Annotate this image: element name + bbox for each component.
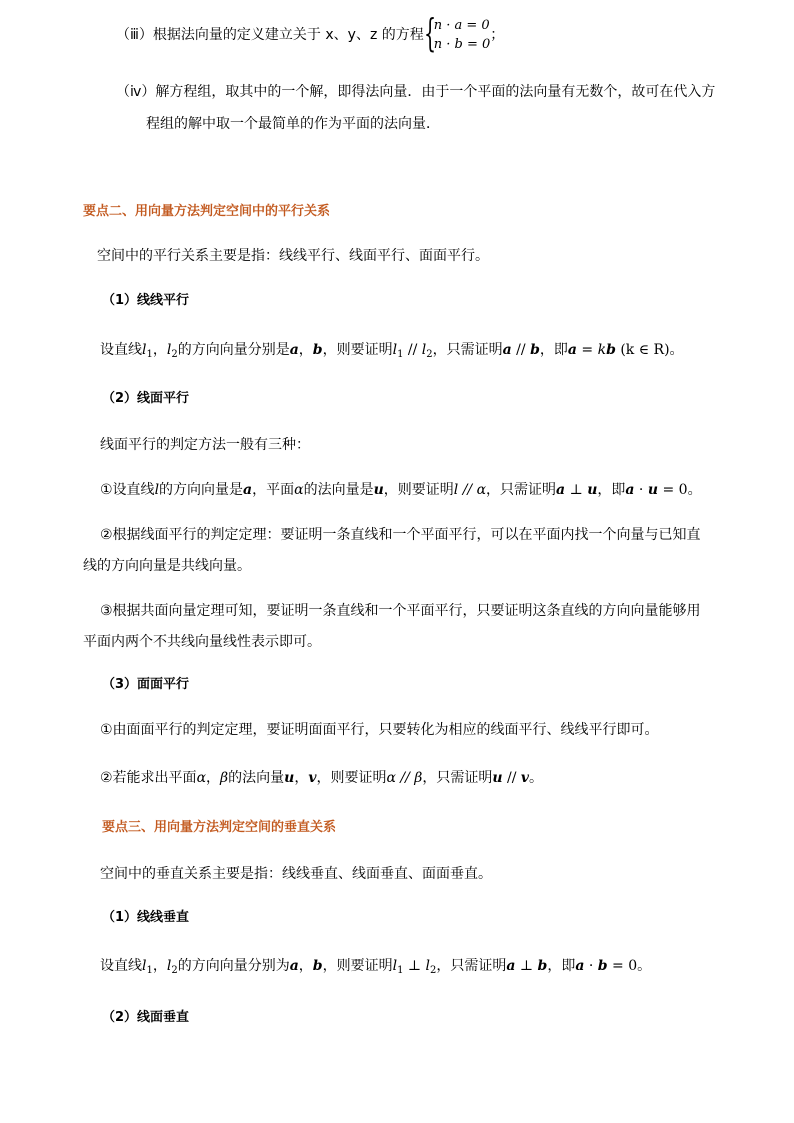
sub2-title: （2）线面平行 <box>102 391 190 406</box>
equation-system <box>423 11 491 55</box>
step4-line1: （ⅳ）解方程组，取其中的一个解，即得法向量．由于一个平面的法向量有无数个，故可在代入方 <box>116 84 716 100</box>
sub1-text: 设直线$l_1$，$l_2$的方向向量分别是a，b，则要证明$l_1 // l_2$，只需证明a // b，即a = kb (k ∈ R)。 <box>100 342 684 360</box>
step3-line: （ⅲ）根据法向量的定义建立关于 x、y、z 的方程 { n · a = 0 n · b = 0 ； <box>116 11 505 55</box>
equation-2: n · b = 0 <box>433 37 491 52</box>
sub2-method1: ①设直线l的方向向量是a，平面α的法向量是u，则要证明l // α，只需证明a ⊥ u，即a · u = 0。 <box>100 482 702 498</box>
s3-sub1-title: （1）线线垂直 <box>102 910 190 925</box>
sub3-title: （3）面面平行 <box>102 677 190 692</box>
sub2-method3-line1: ③根据共面向量定理可知，要证明一条直线和一个平面平行，只要证明这条直线的方向向量能够用 <box>100 603 701 619</box>
sub2-method2-line2: 线的方向向量是共线向量。 <box>83 558 251 574</box>
step4-line2: 程组的解中取一个最简单的作为平面的法向量． <box>146 116 440 132</box>
equation-1: n · a = 0 <box>433 18 490 33</box>
sub2-method2-line1: ②根据线面平行的判定定理：要证明一条直线和一个平面平行，可以在平面内找一个向量与已知直 <box>100 527 701 543</box>
section2-heading: 要点二、用向量方法判定空间中的平行关系 <box>83 204 331 219</box>
section3-heading: 要点三、用向量方法判定空间的垂直关系 <box>102 820 337 835</box>
sub3-method2: ②若能求出平面α，β的法向量u，v，则要证明α // β，只需证明u // v。 <box>100 770 544 786</box>
s3-sub1-text: 设直线$l_1$，$l_2$的方向向量分别为a，b，则要证明$l_1$ ⊥ $l_2$，只需证明a ⊥ b，即a · b = 0。 <box>100 958 652 976</box>
sub2-method3-line2: 平面内两个不共线向量线性表示即可。 <box>83 634 321 650</box>
section3-intro: 空间中的垂直关系主要是指：线线垂直、线面垂直、面面垂直。 <box>100 866 492 882</box>
sub1-title: （1）线线平行 <box>102 293 190 308</box>
sub2-intro: 线面平行的判定方法一般有三种： <box>100 437 310 453</box>
step3-label: （ⅲ）根据法向量的定义建立关于 x、y、z 的方程 <box>116 27 424 43</box>
s3-sub2-title: （2）线面垂直 <box>102 1010 190 1025</box>
sub3-method1: ①由面面平行的判定定理，要证明面面平行，只要转化为相应的线面平行、线线平行即可。 <box>100 722 659 738</box>
brace-icon: { <box>423 11 436 55</box>
section2-intro: 空间中的平行关系主要是指：线线平行、线面平行、面面平行。 <box>97 248 489 264</box>
